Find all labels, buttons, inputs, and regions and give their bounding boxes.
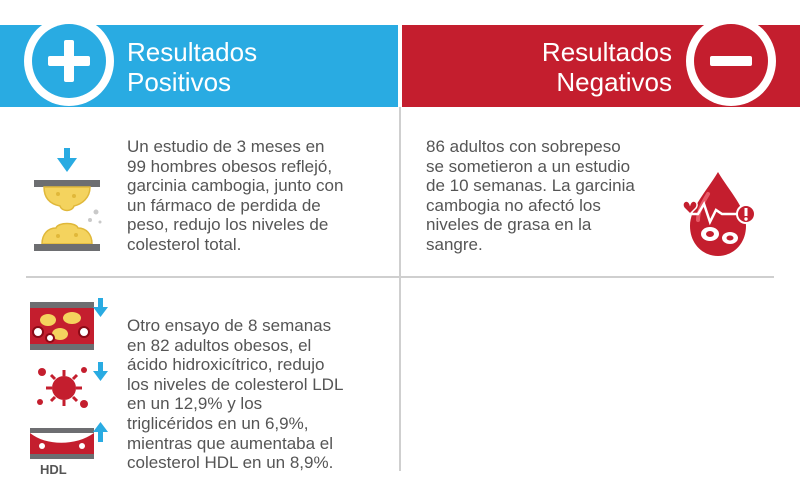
hdl-label: HDL: [40, 462, 67, 477]
positive-study-1-text: [127, 137, 343, 255]
minus-icon: [694, 24, 768, 98]
text-line: de 10 semanas. La garcinia: [426, 176, 635, 196]
positive-title: [127, 37, 257, 97]
positive-title-line1: Resultados: [127, 37, 258, 67]
fat-press-hourglass-icon: [28, 146, 108, 262]
text-line: niveles de grasa en la: [426, 215, 592, 235]
positive-title-line2: Positivos: [127, 67, 232, 97]
text-line: Otro ensayo de 8 semanas: [127, 316, 332, 335]
artery-hdl-icon: [30, 428, 94, 459]
text-line: los niveles de colesterol LDL: [127, 374, 344, 394]
up-arrow-icon: [93, 422, 108, 442]
text-line: peso, redujo los niveles de: [127, 215, 329, 235]
negative-title-line1: Resultados: [541, 37, 672, 67]
text-line: 86 adultos con sobrepeso: [426, 137, 621, 156]
text-line: en un 12,9% y los: [127, 394, 263, 414]
text-line: en 82 adultos obesos, el: [127, 335, 312, 355]
plus-icon: [32, 24, 106, 98]
negative-title: [542, 37, 672, 97]
down-arrow-icon: [93, 362, 108, 381]
text-line: triglicéridos en un 6,9%,: [127, 413, 309, 433]
artery-ldl-hdl-icons: [26, 296, 112, 462]
text-line: colesterol total.: [127, 234, 242, 254]
positive-study-2-text: [127, 316, 343, 473]
column-divider: [399, 107, 401, 471]
positive-badge: [24, 16, 114, 106]
text-line: ácido hidroxicítrico, redujo: [127, 355, 325, 375]
negative-title-line2: Negativos: [556, 67, 672, 97]
negative-study-1-text: [426, 137, 635, 255]
text-line: colesterol HDL en un 8,9%.: [127, 453, 334, 473]
artery-plaque-icon: [30, 302, 94, 350]
down-arrow-icon: [93, 298, 108, 317]
text-line: cambogia no afectó los: [426, 195, 601, 215]
row-divider: [26, 276, 774, 278]
text-line: 99 hombres obesos reflejó,: [127, 156, 333, 176]
germ-icon: [37, 367, 88, 408]
text-line: sangre.: [426, 234, 483, 254]
text-line: mientras que aumentaba el: [127, 433, 334, 453]
text-line: se sometieron a un estudio: [426, 156, 631, 176]
text-line: un fármaco de perdida de: [127, 195, 321, 215]
negative-badge: [686, 16, 776, 106]
text-line: Un estudio de 3 meses en: [127, 137, 325, 156]
blood-drop-heart-icon: [676, 168, 762, 260]
text-line: garcinia cambogia, junto con: [127, 176, 344, 196]
